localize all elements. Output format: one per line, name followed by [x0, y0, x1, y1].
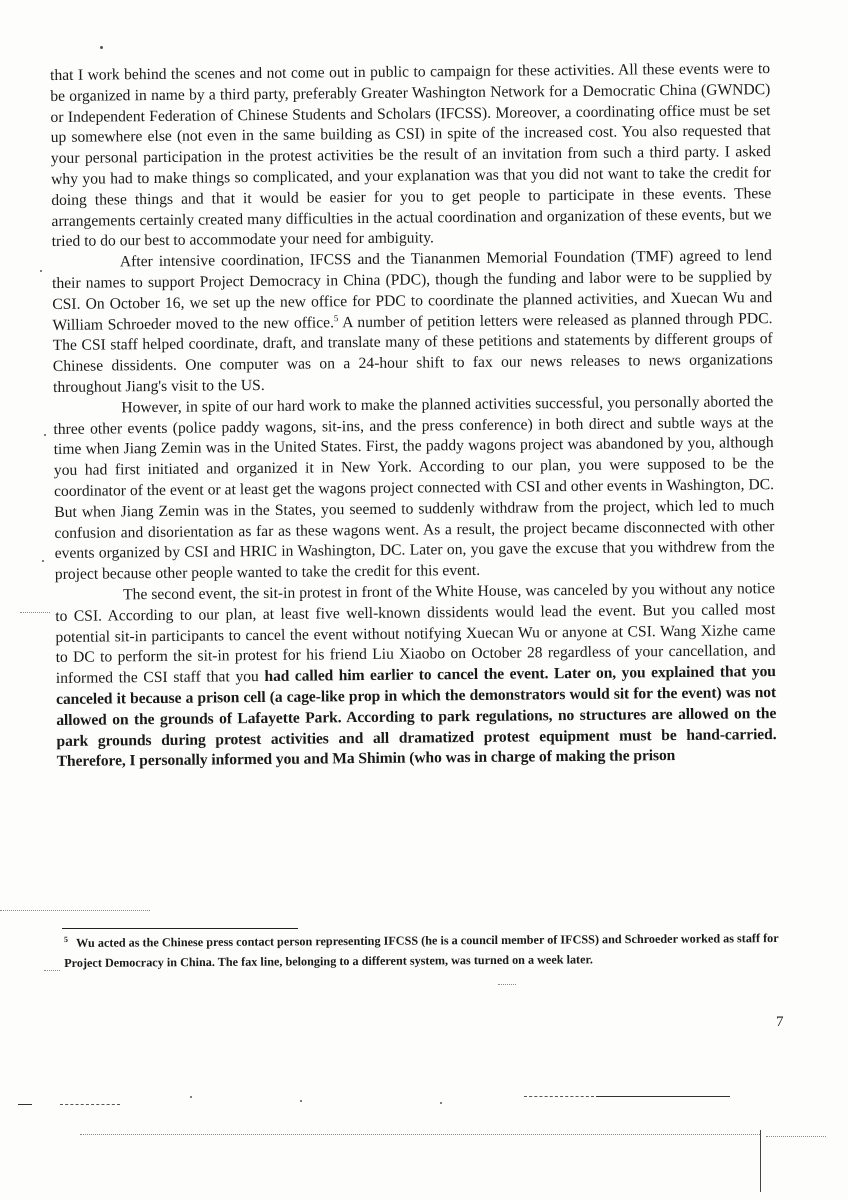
scan-line [596, 1096, 730, 1097]
scan-speck [300, 1100, 302, 1102]
scan-noise [44, 970, 60, 971]
footnote-mark: 5 [64, 934, 69, 944]
paragraph-1 [50, 59, 772, 253]
paragraph-3 [53, 392, 775, 586]
paragraph-2-text-b: A number of petition letters were released as planned through PDC. The CSI staff helped coordinate, draft, and translate many of these petitions and statements by different groups of Chinese dissidents. One computer was on a 24-hour shift to fax our news releases to news organizations throughout Jiang's visit to the US. [52, 309, 773, 396]
paragraph-4 [55, 579, 777, 773]
footnote-text: Wu acted as the Chinese press contact person representing IFCSS (he is a council member of IFCSS) and Schroeder worked as staff for Project Democracy in China. The fax line, belonging to a different system, was turned on a week later. [64, 931, 779, 970]
footnote-reference: 5 [333, 312, 339, 323]
scan-speck [440, 1102, 442, 1104]
scan-speck [42, 560, 44, 562]
body-text [50, 59, 777, 773]
scan-speck [40, 270, 42, 272]
scan-line [18, 1104, 32, 1105]
scan-noise [20, 612, 50, 613]
scan-noise [766, 1136, 826, 1137]
scan-speck [44, 434, 46, 436]
paragraph-2 [52, 246, 773, 398]
page-number: 7 [776, 1014, 784, 1030]
scan-edge [760, 1130, 761, 1192]
scan-speck [100, 46, 103, 49]
scan-noise [80, 1134, 760, 1135]
scan-speck [190, 1096, 192, 1098]
scan-noise [498, 984, 516, 985]
paragraph-3-text: However, in spite of our hard work to make the planned activities successful, you personally aborted the three other events (police paddy wagons, sit-ins, and the press conference) in both direct and subtle ways at the time when Jiang Zemin was in the United States. First, the paddy wagons project was abandoned by you, although you had first initiated and organized it in New York. According to our plan, you were supposed to be the coordinator of the event or at least get the wagons project connected with CSI and other events in Washington, DC. But when Jiang Zemin was in the States, you seemed to suddenly withdraw from the project, which led to much confusion and disorientation as far as these wagons went. As a result, the project became disconnected with other events organized by CSI and HRIC in Washington, DC. Later on, you gave the excuse that you withdrew from the project because other people wanted to take the credit for this event. [53, 392, 775, 584]
scan-noise [0, 910, 150, 911]
paragraph-4-text: The second event, the sit-in protest in front of the White House, was canceled by you without any notice to CSI. According to our plan, at least five well-known dissidents would lead the event. But you called most potential sit-in participants to cancel the event without notifying Xuecan Wu or anyone at CSI. Wang Xizhe came to DC to perform the sit-in protest for his friend Liu Xiaobo on October 28 regardless of your cancellation, and informed the CSI staff that you [55, 579, 776, 688]
scan-line [524, 1096, 594, 1097]
paragraph-2-text-a: After intensive coordination, IFCSS and the Tiananmen Memorial Foundation (TMF) agreed to lend their names to support Project Democracy in China (PDC), though the funding and labor were to be supplied by CSI. On October 16, we set up the new office for PDC to coordinate the planned activities, and Xuecan Wu and William Schroeder moved to the new office. [52, 247, 773, 334]
footnote-separator [62, 928, 298, 929]
footnote [64, 929, 786, 973]
paragraph-1-text: that I work behind the scenes and not come out in public to campaign for these activities. All these events were to be organized in name by a third party, preferably Greater Washington Network for a Democratic China (GWNDC) or Independent Federation of Chinese Students and Scholars (IFCSS). Moreover, a coordinating office must be set up somewhere else (not even in the same building as CSI) in spite of the increased cost. You also requested that your personal participation in the protest activities be the result of an invitation from such a third party. I asked why you had to make things so complicated, and your explanation was that you did not want to take the credit for doing these things and that it would be easier for you to get people to participate in these events. These arrangements certainly created many difficulties in the actual coordination and organization of these events, but we tried to do our best to accommodate your need for ambiguity. [50, 60, 772, 251]
paragraph-4-bold-text: had called him earlier to cancel the event. Later on, you explained that you canceled it because a prison cell (a cage-like prop in which the demonstrators would sit for the event) was not allowed on the grounds of Lafayette Park. According to park regulations, no structures are allowed on the park grounds during protest activities and all dramatized protest equipment must be hand-carried. Therefore, I personally informed you and Ma Shimin (who was in charge of making the prison [55, 663, 777, 771]
scan-line [60, 1104, 120, 1105]
